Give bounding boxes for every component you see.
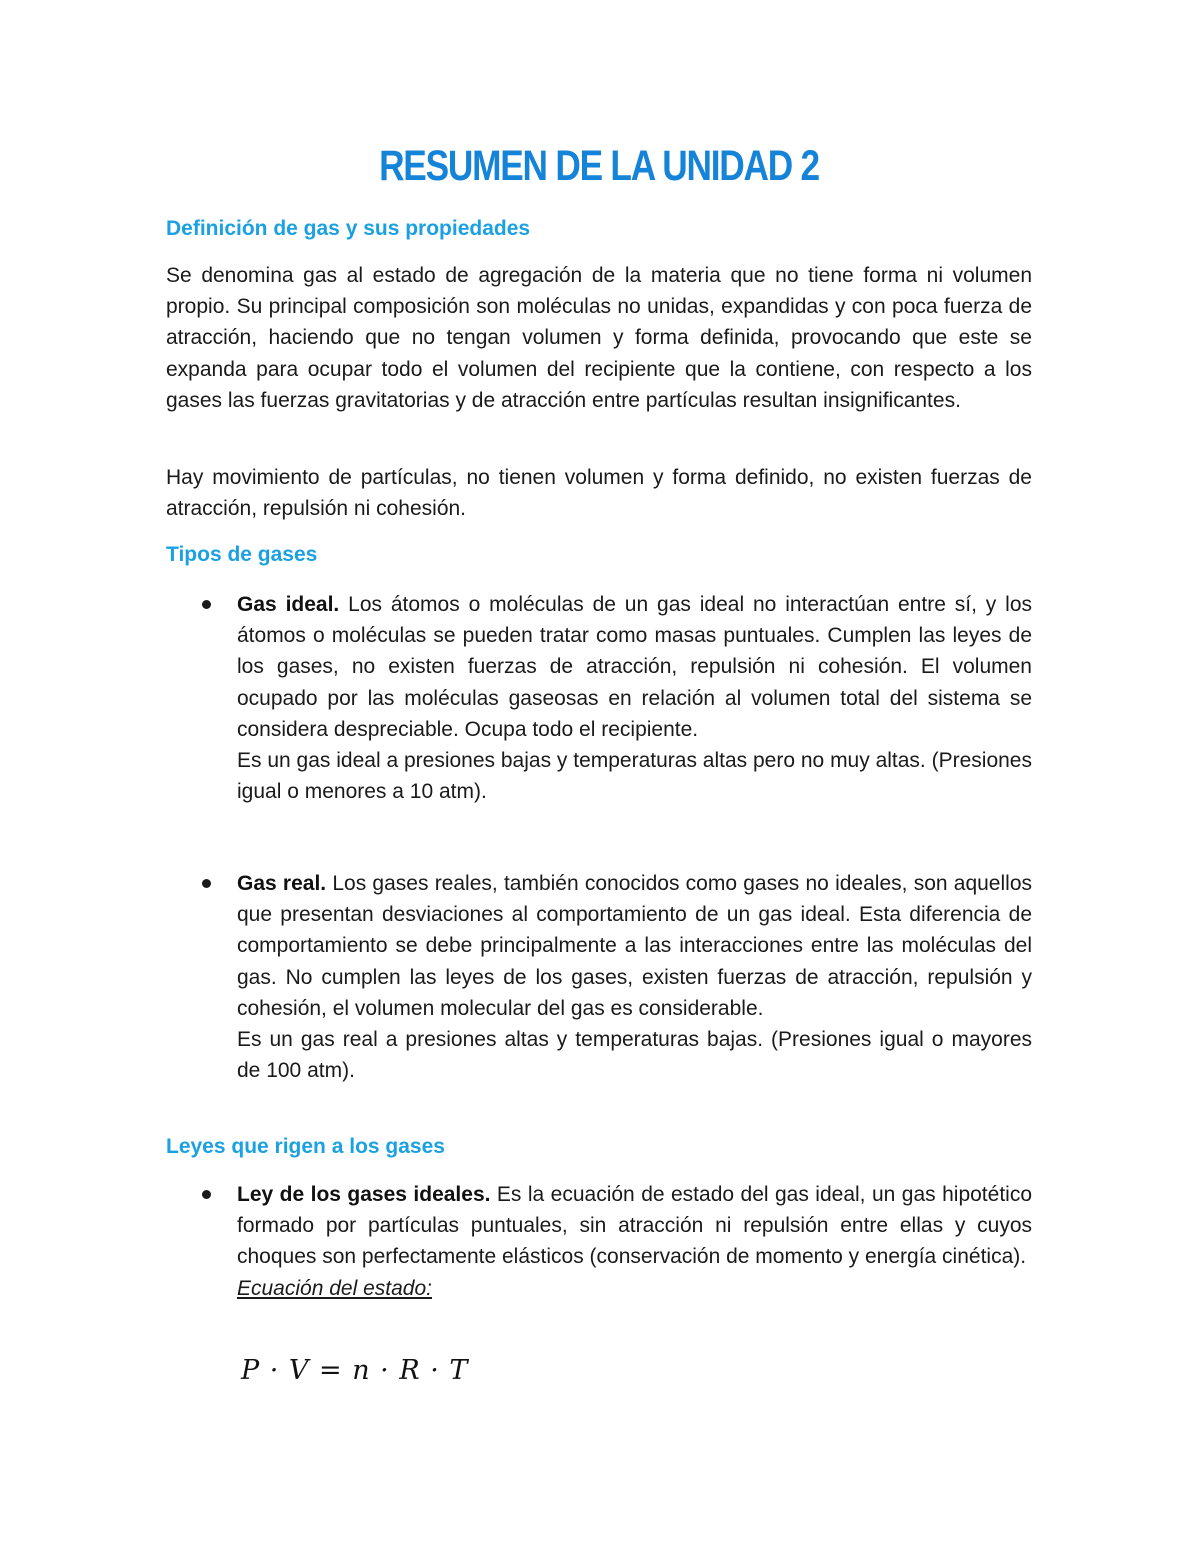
ideal-gas-equation: P · V = n · R · T	[241, 1355, 469, 1386]
paragraph-definicion-1: Se denomina gas al estado de agregación de la materia que no tiene forma ni volumen propio. Su principal composición son moléculas no unidas, expandidas y con poca fuerza de atracción, haciendo que no tengan volumen y forma definida, provocando que este se expanda para ocupar todo el volumen del recipiente que la contiene, con respecto a los gases las fuerzas gravitatorias y de atracción entre partículas resultan insignificantes.	[166, 264, 1032, 412]
list-item-body	[237, 868, 1032, 1086]
text-ley-gases-ideales: Es la ecuación de estado del gas ideal, un gas hipotético formado por partículas puntuales, sin atracción ni repulsión entre ellas y cuyos choques son perfectamente elásticos (conservación de momento y energía cinética).	[237, 1183, 1032, 1269]
text-gas-real: Los gases reales, también conocidos como gases no ideales, son aquellos que presentan desviaciones al comportamiento de un gas ideal. Esta diferencia de comportamiento se debe principalmente a las interacciones entre las moléculas del gas. No cumplen las leyes de los gases, existen fuerzas de atracción, repulsión y cohesión, el volumen molecular del gas es considerable.	[237, 872, 1033, 1020]
text-gas-ideal: Los átomos o moléculas de un gas ideal no interactúan entre sí, y los átomos o moléculas se pueden tratar como masas puntuales. Cumplen las leyes de los gases, no existen fuerzas de atracción, repulsión ni cohesión. El volumen ocupado por las moléculas gaseosas en relación al volumen total del sistema se considera despreciable. Ocupa todo el recipiente.	[237, 593, 1033, 741]
bullet-icon	[202, 879, 211, 888]
list-item-body	[237, 1179, 1032, 1304]
term-ley-gases-ideales: Ley de los gases ideales.	[237, 1183, 491, 1206]
section-heading-definicion: Definición de gas y sus propiedades	[166, 217, 531, 240]
document-title: RESUMEN DE LA UNIDAD 2	[379, 142, 819, 190]
section-heading-tipos: Tipos de gases	[166, 543, 318, 566]
list-item-body	[237, 589, 1032, 807]
text-gas-real-extra: Es un gas real a presiones altas y temperaturas bajas. (Presiones igual o mayores de 100 atm).	[237, 1028, 1032, 1083]
section-heading-leyes: Leyes que rigen a los gases	[166, 1135, 445, 1158]
paragraph-definicion-2: Hay movimiento de partículas, no tienen volumen y forma definido, no existen fuerzas de atracción, repulsión ni cohesión.	[166, 466, 1032, 521]
term-gas-real: Gas real.	[237, 872, 327, 895]
equation-label: Ecuación del estado:	[237, 1276, 432, 1300]
text-gas-ideal-extra: Es un gas ideal a presiones bajas y temperaturas altas pero no muy altas. (Presiones igual o menores a 10 atm).	[237, 749, 1032, 804]
term-gas-ideal: Gas ideal.	[237, 593, 340, 616]
bullet-icon	[202, 1190, 211, 1199]
bullet-icon	[202, 600, 211, 609]
